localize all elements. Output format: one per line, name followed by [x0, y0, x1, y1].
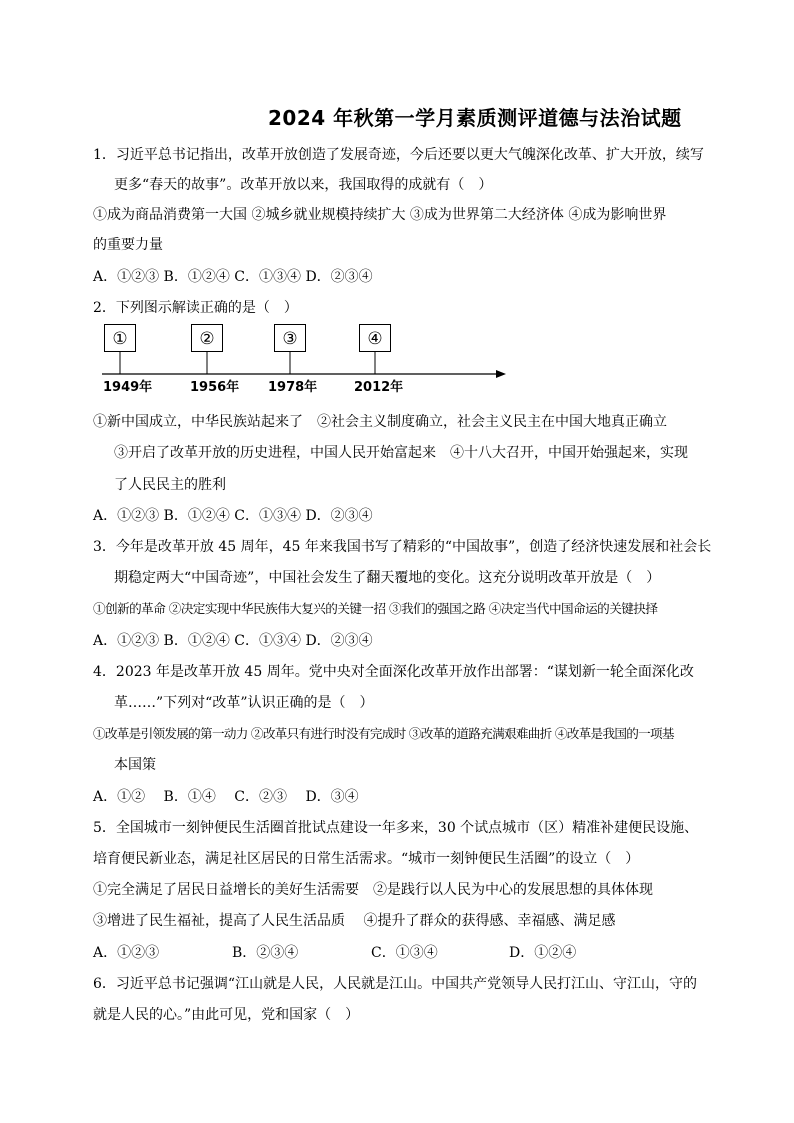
q5-answer-d: D．①②④	[509, 945, 577, 961]
q4-stem-line2: 革……”下列对“改革”认识正确的是（ ）	[114, 695, 374, 711]
q4-options-line2: 本国策	[114, 757, 156, 773]
timeline-box-4: ④	[359, 324, 391, 352]
q1-answer-choices: A．①②③ B．①②④ C．①③④ D．②③④	[93, 269, 373, 285]
q4-options-line1: ①改革是引领发展的第一动力 ②改革只有进行时没有完成时 ③改革的道路充满艰难曲折 ④改革是我国的一项基	[93, 726, 674, 741]
timeline-year-3: 1978年	[268, 380, 318, 395]
q3-stem-line2: 期稳定两大“中国奇迹”，中国社会发生了翻天覆地的变化。这充分说明改革开放是（ ）	[114, 570, 661, 586]
q4-answer-choices: A．①② B．①④ C．②③ D．③④	[93, 789, 359, 805]
q5-options-line2: ③增进了民生福祉，提高了人民生活品质 ④提升了群众的获得感、幸福感、满足感	[93, 913, 616, 929]
q5-stem-line1: 5．全国城市一刻钟便民生活圈首批试点建设一年多来，30 个试点城市（区）精准补建便民设施、	[93, 820, 699, 836]
page-title: 2024 年秋第一学月素质测评道德与法治试题	[268, 106, 682, 130]
q3-options-line1: ①创新的革命 ②决定实现中华民族伟大复兴的关键一招 ③我们的强国之路 ④决定当代中国命运的关键抉择	[93, 601, 658, 616]
timeline-year-2: 1956年	[190, 380, 240, 395]
q2-timeline-diagram	[0, 318, 794, 398]
q5-answer-c: C．①③④	[371, 945, 438, 961]
q2-options-line1: ①新中国成立，中华民族站起来了 ②社会主义制度确立，社会主义民主在中国大地真正确立	[93, 414, 667, 430]
q1-stem-line1: 1．习近平总书记指出，改革开放创造了发展奇迹，今后还要以更大气魄深化改革、扩大开放，续写	[93, 147, 704, 163]
timeline-box-3: ③	[274, 324, 306, 352]
q2-stem: 2．下列图示解读正确的是（ ）	[93, 300, 298, 316]
q1-options-line1: ①成为商品消费第一大国 ②城乡就业规模持续扩大 ③成为世界第二大经济体 ④成为影响世界	[93, 207, 667, 223]
q5-options-line1: ①完全满足了居民日益增长的美好生活需要 ②是践行以人民为中心的发展思想的具体体现	[93, 882, 653, 898]
q5-answer-b: B．②③④	[232, 945, 299, 961]
q2-options-line2: ③开启了改革开放的历史进程，中国人民开始富起来 ④十八大召开，中国开始强起来，实现	[114, 445, 688, 461]
q4-stem-line1: 4．2023 年是改革开放 45 周年。党中央对全面深化改革开放作出部署：“谋划新一轮全面深化改	[93, 664, 694, 680]
q5-answer-a: A．①②③	[93, 945, 160, 961]
timeline-year-4: 2012年	[354, 380, 404, 395]
q6-stem-line2: 就是人民的心。”由此可见，党和国家（ ）	[93, 1007, 360, 1023]
q6-stem-line1: 6．习近平总书记强调“江山就是人民，人民就是江山。中国共产党领导人民打江山、守江山，守的	[93, 976, 698, 992]
q2-options-line3: 了人民民主的胜利	[114, 477, 226, 493]
timeline-box-1: ①	[104, 324, 136, 352]
q1-options-line2: 的重要力量	[93, 237, 163, 253]
q3-answer-choices: A．①②③ B．①②④ C．①③④ D．②③④	[93, 633, 373, 649]
timeline-box-2: ②	[191, 324, 223, 352]
q5-stem-line2: 培育便民新业态，满足社区居民的日常生活需求。“城市一刻钟便民生活圈”的设立（ ）	[93, 851, 640, 867]
q3-stem-line1: 3．今年是改革开放 45 周年，45 年来我国书写了精彩的“中国故事”，创造了经济快速发展和社会长	[93, 539, 712, 555]
timeline-year-1: 1949年	[103, 380, 153, 395]
q2-answer-choices: A．①②③ B．①②④ C．①③④ D．②③④	[93, 508, 373, 524]
q1-stem-line2: 更多“春天的故事”。改革开放以来，我国取得的成就有（ ）	[114, 177, 493, 193]
